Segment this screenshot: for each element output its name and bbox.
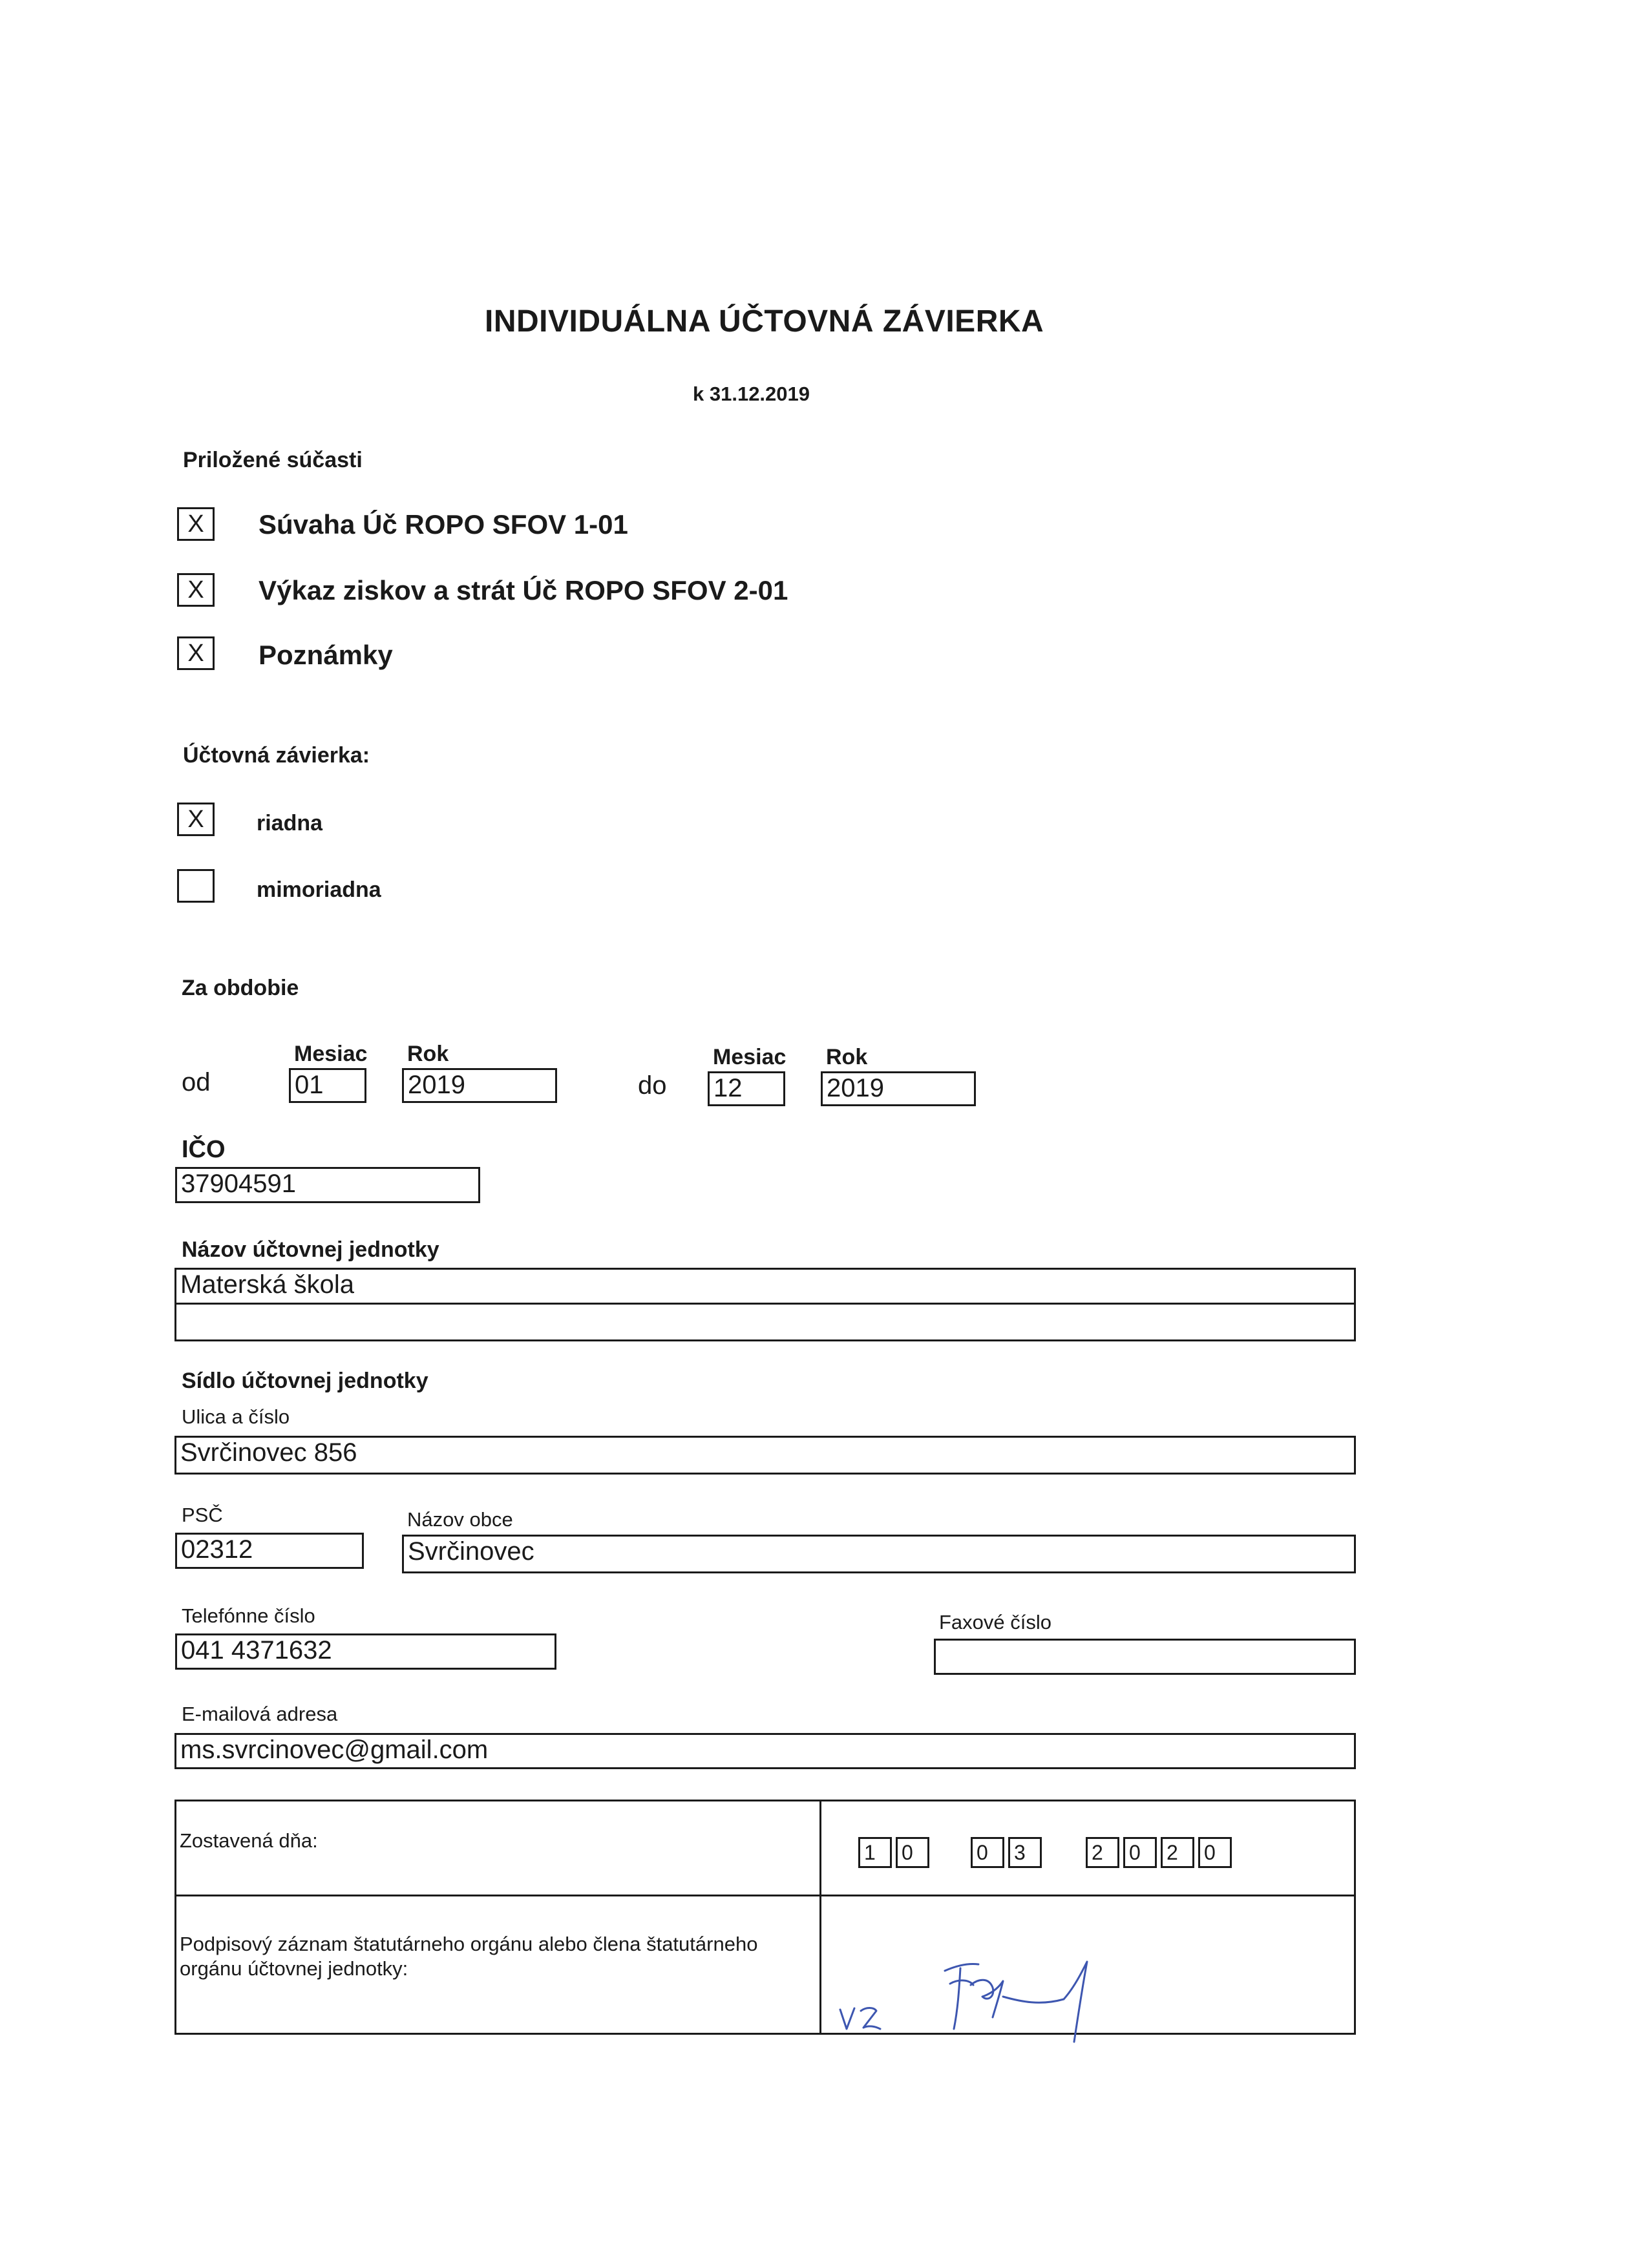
checkbox-regular[interactable]: X <box>177 803 215 836</box>
entity-name-label: Názov účtovnej jednotky <box>182 1237 439 1262</box>
from-month-field[interactable]: 01 <box>289 1068 366 1103</box>
from-year-field[interactable]: 2019 <box>402 1068 557 1103</box>
compiled-year-digit-2[interactable]: 0 <box>1123 1837 1157 1868</box>
entity-name-line2[interactable] <box>174 1305 1356 1341</box>
checkbox-balance-sheet[interactable]: X <box>177 507 215 541</box>
email-field[interactable]: ms.svrcinovec@gmail.com <box>174 1733 1356 1769</box>
document-title: INDIVIDUÁLNA ÚČTOVNÁ ZÁVIERKA <box>485 304 1044 339</box>
attachments-heading: Priložené súčasti <box>183 448 363 472</box>
compiled-year-digit-1[interactable]: 2 <box>1086 1837 1119 1868</box>
compiled-day-digit-2[interactable]: 0 <box>896 1837 929 1868</box>
compiled-year-digit-4[interactable]: 0 <box>1198 1837 1232 1868</box>
to-label: do <box>638 1071 667 1100</box>
from-label: od <box>182 1068 211 1097</box>
street-label: Ulica a číslo <box>182 1405 290 1428</box>
address-heading: Sídlo účtovnej jednotky <box>182 1369 428 1393</box>
psc-label: PSČ <box>182 1504 223 1526</box>
signature-stroke-main <box>945 1962 1087 2042</box>
closing-type-heading: Účtovná závierka: <box>183 743 370 768</box>
signature-stroke-z <box>861 2008 880 2030</box>
signature-table <box>174 1800 1356 2035</box>
to-month-label: Mesiac <box>713 1045 787 1069</box>
attachment-income-statement: Výkaz ziskov a strát Úč ROPO SFOV 2-01 <box>259 575 788 605</box>
attachment-notes: Poznámky <box>259 640 393 670</box>
phone-field[interactable]: 041 4371632 <box>175 1633 556 1670</box>
email-label: E-mailová adresa <box>182 1703 338 1725</box>
from-year-label: Rok <box>407 1042 449 1066</box>
street-field[interactable]: Svrčinovec 856 <box>174 1436 1356 1475</box>
psc-field[interactable]: 02312 <box>175 1533 364 1569</box>
ico-label: IČO <box>182 1136 226 1163</box>
compiled-label: Zostavená dňa: <box>180 1829 318 1852</box>
signature-stroke-v <box>840 2008 854 2029</box>
from-month-label: Mesiac <box>294 1042 368 1066</box>
as-of-date: k 31.12.2019 <box>693 383 810 405</box>
city-field[interactable]: Svrčinovec <box>402 1535 1356 1573</box>
option-regular: riadna <box>257 811 323 835</box>
period-heading: Za obdobie <box>182 976 299 1000</box>
attachment-balance-sheet: Súvaha Úč ROPO SFOV 1-01 <box>259 509 628 540</box>
checkbox-extraordinary[interactable] <box>177 869 215 903</box>
entity-name-line1[interactable]: Materská škola <box>174 1268 1356 1305</box>
compiled-day-digit-1[interactable]: 1 <box>858 1837 892 1868</box>
compiled-year-digit-3[interactable]: 2 <box>1161 1837 1194 1868</box>
fax-field[interactable] <box>934 1639 1356 1675</box>
to-year-field[interactable]: 2019 <box>821 1071 976 1106</box>
fax-label: Faxové číslo <box>939 1611 1052 1633</box>
handwritten-signature <box>821 1932 1157 2061</box>
checkbox-income-statement[interactable]: X <box>177 573 215 607</box>
signature-label: Podpisový záznam štatutárneho orgánu alebo člena štatutárneho orgánu účtovnej jednotky: <box>180 1933 758 1980</box>
compiled-month-digit-1[interactable]: 0 <box>971 1837 1004 1868</box>
to-year-label: Rok <box>826 1045 868 1069</box>
checkbox-notes[interactable]: X <box>177 636 215 670</box>
city-label: Názov obce <box>407 1508 513 1531</box>
to-month-field[interactable]: 12 <box>708 1071 785 1106</box>
ico-field[interactable]: 37904591 <box>175 1167 480 1203</box>
table-divider-horizontal <box>174 1895 1356 1896</box>
phone-label: Telefónne číslo <box>182 1604 315 1627</box>
option-extraordinary: mimoriadna <box>257 877 381 902</box>
compiled-month-digit-2[interactable]: 3 <box>1008 1837 1042 1868</box>
